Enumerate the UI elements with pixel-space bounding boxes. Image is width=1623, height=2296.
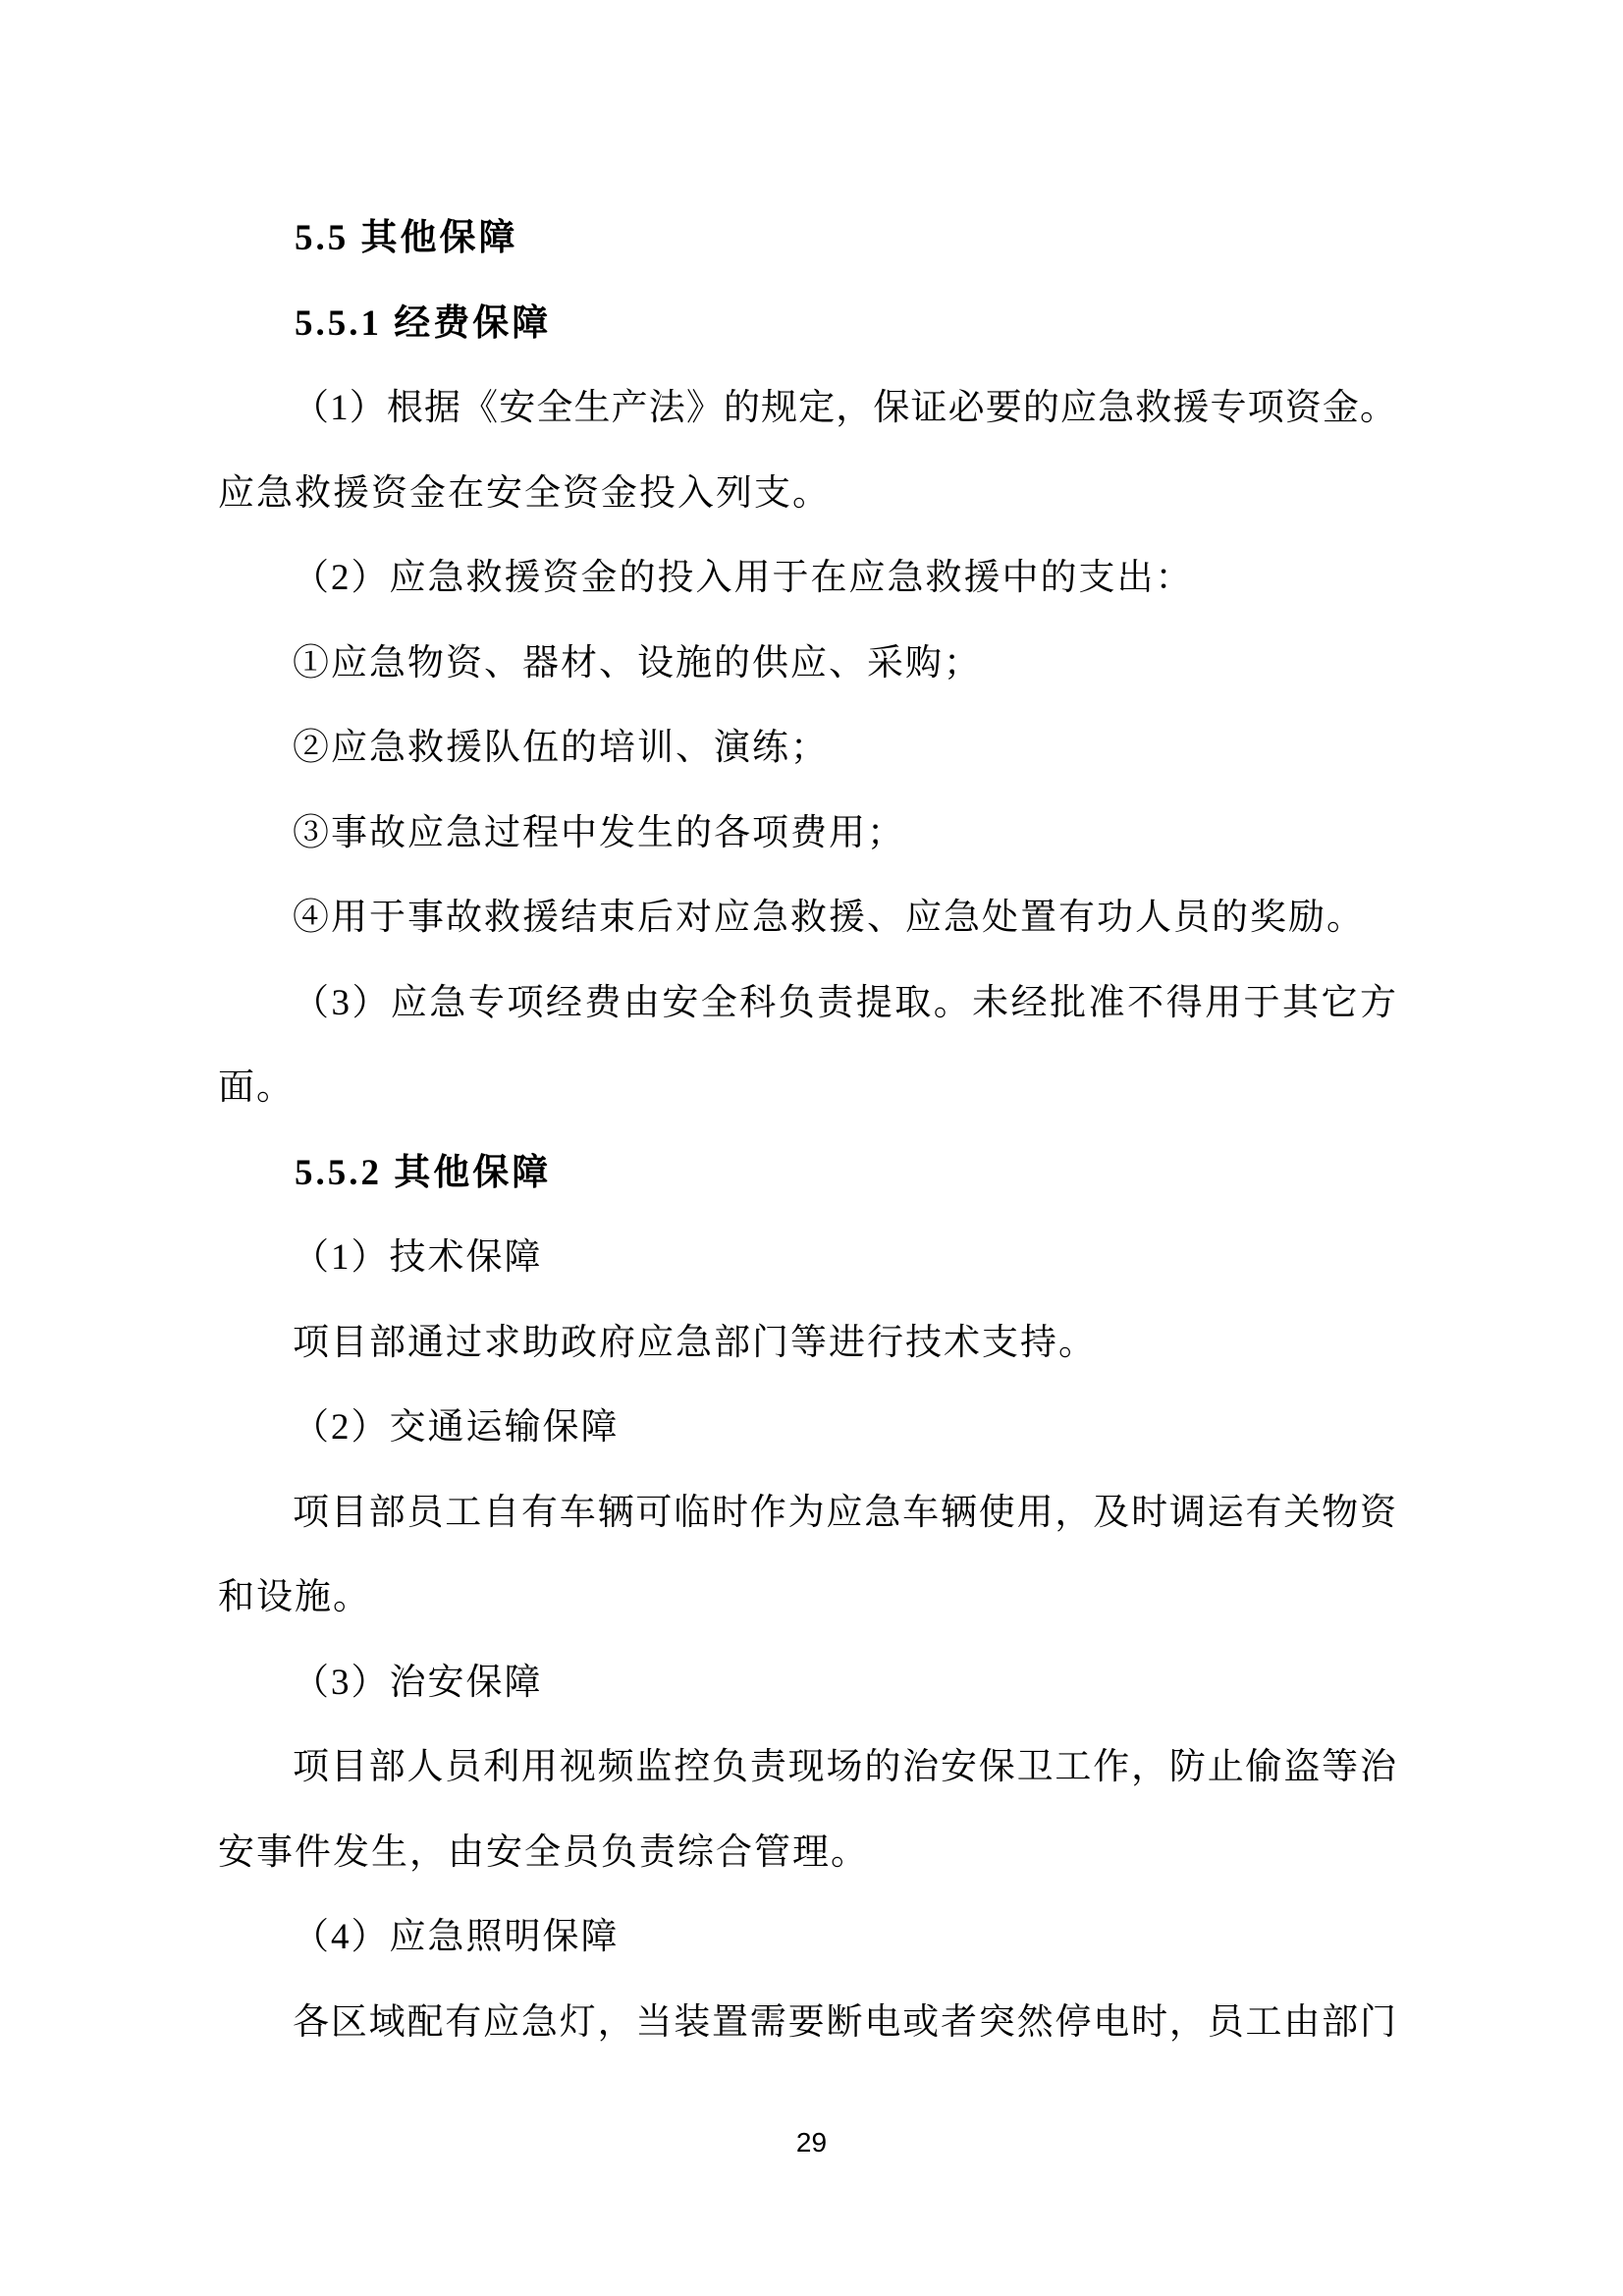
para-transport-heading: （2）交通运输保障 <box>293 1407 620 1448</box>
para-public-security-body-line1: 项目部人员利用视频监控负责现场的治安保卫工作，防止偷盗等治 <box>293 1747 1396 1787</box>
para-funding-item3-line1: （3）应急专项经费由安全科负责提取。未经批准不得用于其它方 <box>293 982 1396 1023</box>
para-transport-body-line2: 和设施。 <box>218 1577 371 1617</box>
para-emergency-lighting-body-line1: 各区域配有应急灯，当装置需要断电或者突然停电时，员工由部门 <box>293 2001 1396 2043</box>
list-item-circled-1: ①应急物资、器材、设施的供应、采购； <box>293 642 982 683</box>
page-content <box>218 196 1396 2065</box>
para-funding-item2: （2）应急救援资金的投入用于在应急救援中的支出： <box>293 558 1194 598</box>
para-emergency-lighting-heading: （4）应急照明保障 <box>293 1917 620 1957</box>
para-tech-support-body: 项目部通过求助政府应急部门等进行技术支持。 <box>293 1322 1097 1363</box>
para-funding-item1-line1: （1）根据《安全生产法》的规定，保证必要的应急救援专项资金。 <box>293 388 1396 428</box>
list-item-circled-2: ②应急救援队伍的培训、演练； <box>293 728 829 768</box>
para-transport-body-line1: 项目部员工自有车辆可临时作为应急车辆使用，及时调运有关物资 <box>293 1492 1396 1533</box>
para-public-security-body-line2: 安事件发生，由安全员负责综合管理。 <box>218 1831 869 1873</box>
heading-5-5-2: 5.5.2 其他保障 <box>295 1152 552 1193</box>
heading-5-5-1: 5.5.1 经费保障 <box>295 302 552 344</box>
heading-5-5: 5.5 其他保障 <box>295 218 518 258</box>
list-item-circled-3: ③事故应急过程中发生的各项费用； <box>293 812 905 853</box>
page-number: 29 <box>795 2127 828 2158</box>
para-funding-item3-line2: 面。 <box>218 1067 295 1108</box>
list-item-circled-4: ④用于事故救援结束后对应急救援、应急处置有功人员的奖励。 <box>293 898 1365 938</box>
para-public-security-heading: （3）治安保障 <box>293 1662 543 1703</box>
para-funding-item1-line2: 应急救援资金在安全资金投入列支。 <box>218 472 831 514</box>
para-tech-support-heading: （1）技术保障 <box>293 1237 543 1278</box>
